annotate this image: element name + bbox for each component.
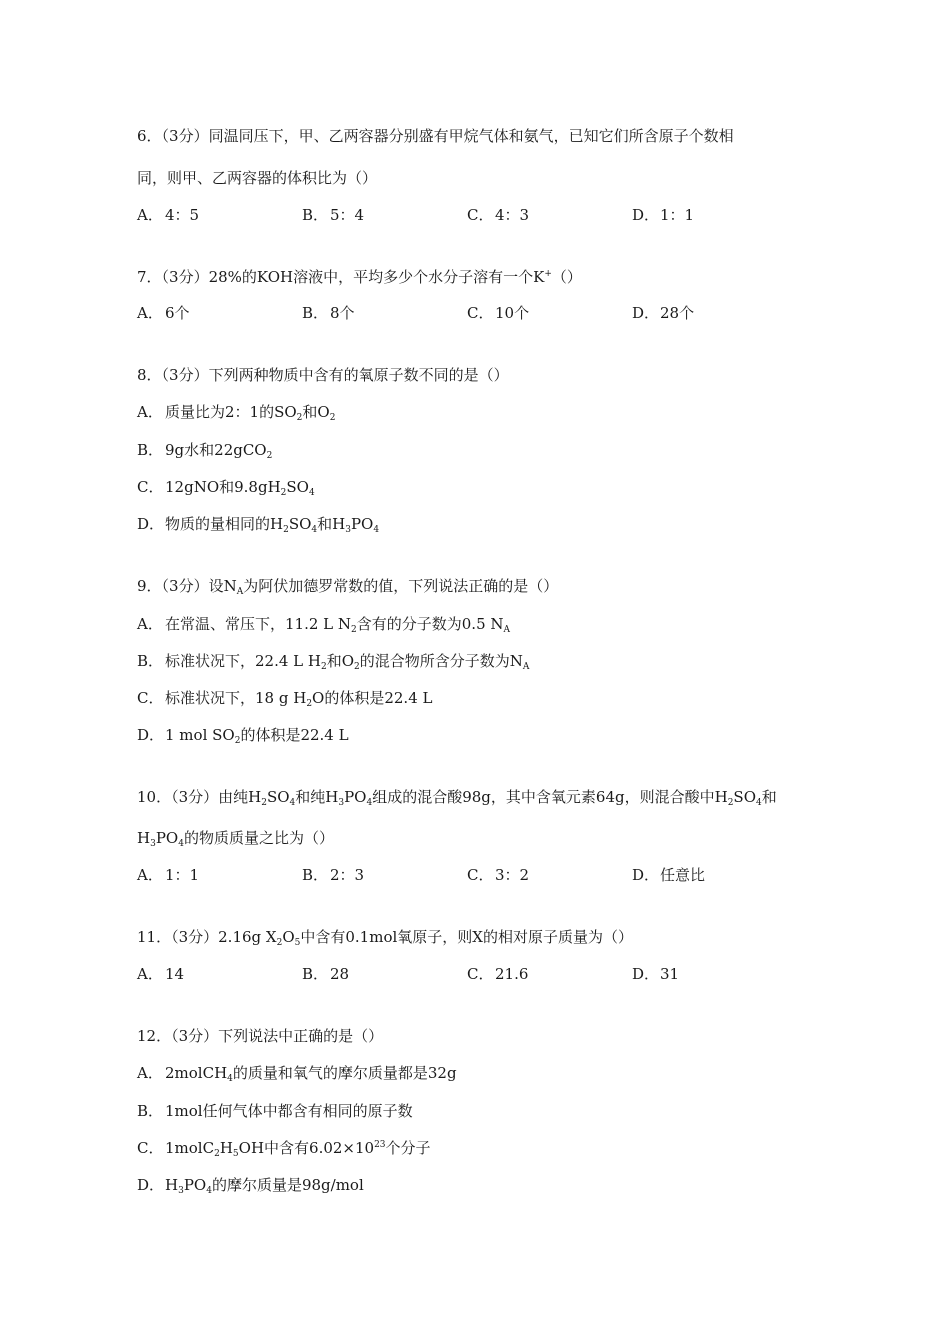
q9-option-a[interactable]: A． 在常温、常压下，11.2 L $N_2$含有的分子数为0.5 $N_A$ bbox=[137, 615, 511, 635]
q12-option-d[interactable]: D．$H_3PO_4$的摩尔质量是98g/mol bbox=[137, 1176, 364, 1196]
q11-stem: 11．（3分）2.16g $X_2O_5$中含有0.1mol氧原子，则X的相对原子质量为（） bbox=[137, 928, 633, 948]
q6-option-a[interactable]: A． 4：5 bbox=[137, 206, 200, 224]
q11-option-c[interactable]: C． 21.6 bbox=[467, 965, 529, 983]
q10-option-b[interactable]: B． 2：3 bbox=[302, 866, 365, 884]
q6-option-b[interactable]: B． 5：4 bbox=[302, 206, 365, 224]
q6-options bbox=[137, 205, 817, 225]
q9-option-c[interactable]: C． 标准状况下，18 g $H_2O$的体积是22.4 L bbox=[137, 689, 433, 709]
q6-stem-line2: 同，则甲、乙两容器的体积比为（） bbox=[137, 169, 378, 187]
q10-option-c[interactable]: C． 3：2 bbox=[467, 866, 530, 884]
q7-option-b[interactable]: B． 8个 bbox=[302, 304, 355, 322]
q7-option-d[interactable]: D．28个 bbox=[632, 304, 695, 322]
q10-stem-line2: $H_3PO_4$的物质质量之比为（） bbox=[137, 829, 334, 849]
q9-stem: 9．（3分）设$N_A$为阿伏加德罗常数的值，下列说法正确的是（） bbox=[137, 577, 559, 597]
q12-option-a[interactable]: A． 2molCH$_4$的质量和氧气的摩尔质量都是32g bbox=[137, 1064, 457, 1084]
q9-option-d[interactable]: D．1 mol $SO_2$的体积是22.4 L bbox=[137, 726, 349, 746]
q9-option-b[interactable]: B． 标准状况下，22.4 L $H_2$和$O_2$的混合物所含分子数为$N_A$ bbox=[137, 652, 530, 672]
q8-stem: 8．（3分）下列两种物质中含有的氧原子数不同的是（） bbox=[137, 366, 509, 384]
q6-option-c[interactable]: C． 4：3 bbox=[467, 206, 530, 224]
q11-option-d[interactable]: D．31 bbox=[632, 965, 680, 983]
q10-option-d[interactable]: D．任意比 bbox=[632, 866, 706, 884]
q8-option-b[interactable]: B． 9g水和22gCO$_2$ bbox=[137, 441, 273, 461]
q12-stem: 12．（3分）下列说法中正确的是（） bbox=[137, 1027, 384, 1045]
q12-option-b[interactable]: B． 1mol任何气体中都含有相同的原子数 bbox=[137, 1102, 413, 1120]
q6-option-d[interactable]: D．1：1 bbox=[632, 206, 695, 224]
q8-option-d[interactable]: D．物质的量相同的$H_2SO_4$和$H_3PO_4$ bbox=[137, 515, 380, 535]
q7-option-c[interactable]: C． 10个 bbox=[467, 304, 530, 322]
q12-option-c[interactable]: C． $1molC_2H_5OH$中含有$6.02\times 10^{23}$个分子 bbox=[137, 1139, 431, 1159]
q11-option-a[interactable]: A． 14 bbox=[137, 965, 185, 983]
q6-stem-line1: 6．（3分）同温同压下，甲、乙两容器分别盛有甲烷气体和氨气，已知它们所含原子个数相 bbox=[137, 127, 734, 145]
q10-option-a[interactable]: A． 1：1 bbox=[137, 866, 200, 884]
q7-option-a[interactable]: A． 6个 bbox=[137, 304, 190, 322]
q8-option-a[interactable]: A． 质量比为2：1的$SO_2$和$O_2$ bbox=[137, 403, 336, 423]
q11-options bbox=[137, 964, 817, 984]
q11-option-b[interactable]: B． 28 bbox=[302, 965, 350, 983]
q10-options bbox=[137, 865, 817, 885]
q7-options bbox=[137, 303, 817, 323]
q7-stem: 7．（3分）28%的KOH溶液中，平均多少个水分子溶有一个K+（） bbox=[137, 268, 582, 286]
q10-stem-line1: 10．（3分）由纯$H_2SO_4$和纯$H_3PO_4$组成的混合酸98g，其中含氧元素64g，则混合酸中$H_2SO_4$和 bbox=[137, 788, 777, 808]
q8-option-c[interactable]: C． 12gNO和$9.8gH_2SO_4$ bbox=[137, 478, 315, 498]
